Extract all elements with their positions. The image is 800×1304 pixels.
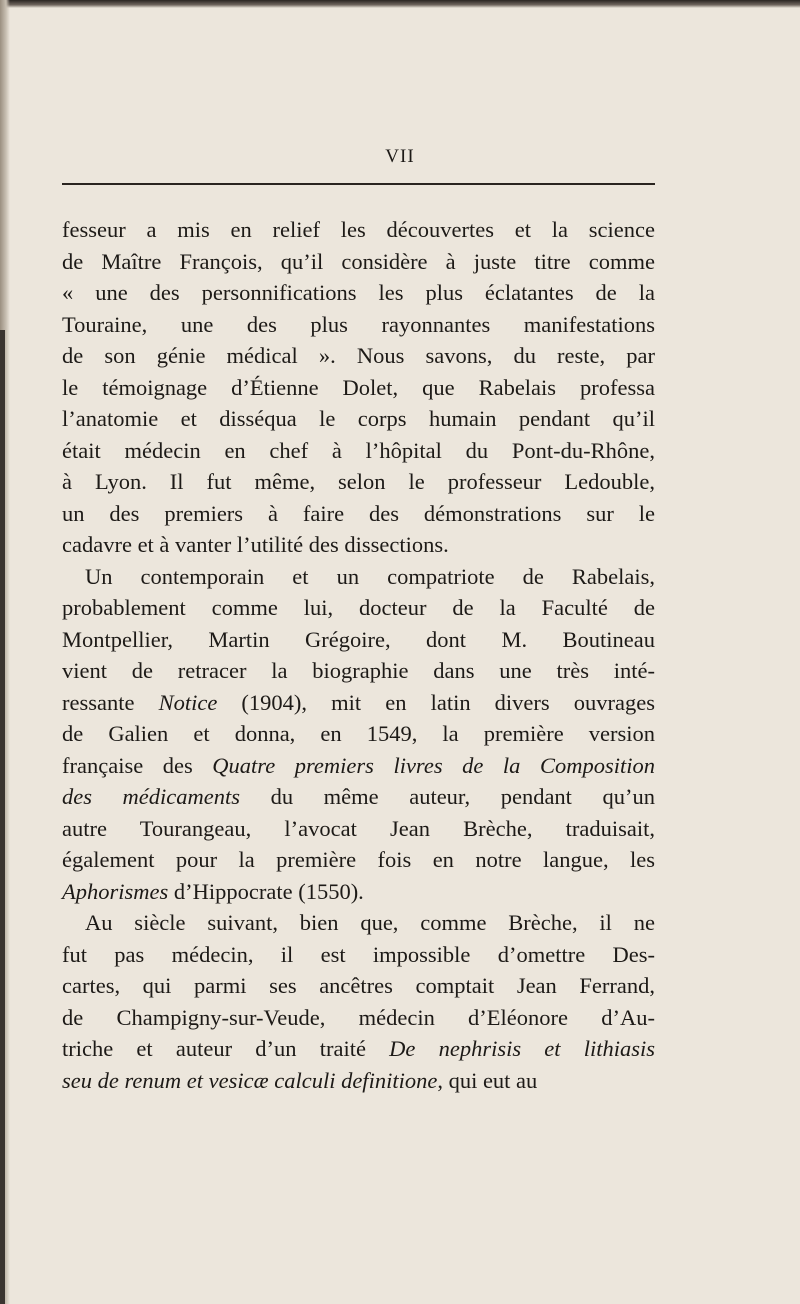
text-segment: probablement comme lui, docteur de la Faculté de	[62, 595, 655, 620]
text-line	[62, 844, 655, 876]
text-segment: ressante	[62, 689, 159, 715]
text-segment: vient de retracer la biographie dans une très inté-	[62, 658, 655, 683]
text-segment: cadavre et à vanter l’utilité des dissections.	[62, 532, 449, 557]
header-rule	[62, 183, 655, 185]
text-segment: de Maître François, qu’il considère à juste titre comme	[62, 248, 655, 274]
text-line	[62, 655, 655, 687]
text-segment: le témoignage d’Étienne Dolet, que Rabelais professa	[62, 374, 655, 400]
text-line	[62, 813, 655, 845]
italic-title: seu de renum et vesicæ calculi definitione	[62, 1067, 438, 1093]
text-line	[62, 624, 655, 656]
text-segment: était médecin en chef à l’hôpital du Pont-du-Rhône,	[62, 437, 655, 463]
text-segment: du même auteur, pendant qu’un	[240, 784, 655, 809]
text-segment: cartes, qui parmi ses ancêtres comptait Jean Ferrand,	[62, 973, 655, 998]
italic-title: Quatre premiers livres de la Composition	[212, 752, 655, 778]
text-segment: également pour la première fois en notre langue, les	[62, 847, 655, 872]
italic-title: Aphorismes	[62, 878, 169, 904]
italic-title: Notice	[158, 689, 218, 715]
text-segment: un des premiers à faire des démonstrations sur le	[62, 500, 655, 526]
italic-title: De nephrisis et lithiasis	[389, 1036, 656, 1061]
text-segment: française des	[62, 752, 213, 778]
text-segment: Au siècle suivant, bien que, comme Brèche, il ne	[85, 910, 655, 935]
text-line	[62, 214, 655, 246]
text-line	[62, 561, 655, 593]
text-segment: triche et auteur d’un traité	[62, 1036, 390, 1061]
text-segment: de son génie médical ». Nous savons, du reste, par	[62, 343, 655, 368]
text-line	[62, 876, 655, 908]
text-line	[62, 246, 655, 278]
text-line	[62, 687, 655, 719]
text-line	[62, 435, 655, 467]
text-segment: l’anatomie et disséqua le corps humain pendant qu’il	[62, 406, 655, 431]
text-line	[62, 1065, 655, 1097]
text-line	[62, 309, 655, 341]
text-line	[62, 718, 655, 750]
text-line	[62, 1002, 655, 1034]
text-line	[62, 498, 655, 530]
text-segment: autre Tourangeau, l’avocat Jean Brèche, traduisait,	[62, 815, 655, 841]
text-line	[62, 1033, 655, 1065]
text-line	[62, 403, 655, 435]
text-line	[62, 970, 655, 1002]
text-segment: (1904), mit en latin divers ouvrages	[217, 689, 655, 715]
text-line	[62, 372, 655, 404]
text-segment: de Champigny-sur-Veude, médecin d’Eléonore d’Au-	[62, 1004, 655, 1030]
text-segment: fesseur a mis en relief les découvertes et la science	[62, 217, 655, 242]
text-segment: Montpellier, Martin Grégoire, dont M. Boutineau	[62, 626, 655, 652]
body-text	[62, 214, 655, 1096]
text-segment: à Lyon. Il fut même, selon le professeur Ledouble,	[62, 469, 655, 494]
text-segment: d’Hippocrate (1550).	[168, 878, 364, 904]
text-segment: « une des personnifications les plus éclatantes de la	[62, 280, 655, 305]
text-line	[62, 781, 655, 813]
text-segment: Touraine, une des plus rayonnantes manifestations	[62, 311, 655, 337]
italic-title: des médicaments	[62, 784, 241, 809]
text-line	[62, 529, 655, 561]
page-number: VII	[385, 146, 415, 167]
text-line	[62, 939, 655, 971]
text-line	[62, 907, 655, 939]
text-segment: de Galien et donna, en 1549, la première version	[62, 721, 655, 746]
text-line	[62, 340, 655, 372]
page-binding-shadow	[0, 330, 5, 1304]
text-segment: , qui eut au	[437, 1067, 538, 1093]
page-top-edge	[0, 0, 800, 8]
text-line	[62, 277, 655, 309]
text-line	[62, 750, 655, 782]
text-segment: fut pas médecin, il est impossible d’omettre Des-	[62, 941, 655, 967]
text-line	[62, 466, 655, 498]
text-line	[62, 592, 655, 624]
text-segment: Un contemporain et un compatriote de Rabelais,	[85, 563, 655, 589]
